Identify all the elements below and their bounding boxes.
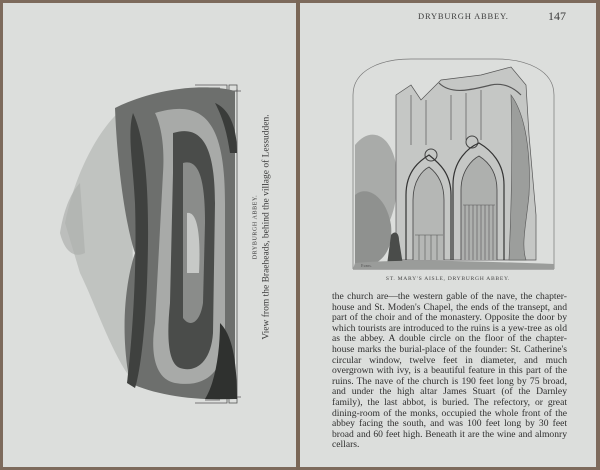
landscape-caption-title: DRYBURGH ABBEY. <box>252 194 259 260</box>
plate-caption: ST. MARY'S AISLE, DRYBURGH ABBEY. <box>385 276 511 282</box>
left-page <box>3 3 296 467</box>
running-head-title: DRYBURGH ABBEY. <box>418 11 509 21</box>
body-paragraph: the church are—the western gable of the nave, the chapter-house and St. Moden's Chapel, the ends of the transept, and part of the choir and of the monastery. Opposite the door by which tourists are introduced to the ruins is a yew-tree as old as the abbey. A double circle on the floor of the chapter-house marks the burial-place of the founder: St. Catherine's circular window, twelve feet in diameter, and much overgrown with ivy, is a beautiful feature in this part of the ruins. The nave of the church is 190 feet long by 75 broad, and under the high altar James Stuart (of the Darnley family), the last abbot, is buried. The refectory, or great dining-room of the monks, occupied the whole front of the abbey facing the south, and was 100 feet long by 30 feet broad and 60 feet high. Beneath it are the wine and almonry cellars. <box>332 291 567 451</box>
abbey-engraving-image <box>351 55 556 273</box>
body-text <box>332 292 567 451</box>
right-page <box>300 3 596 467</box>
engraver-signature: Evans. <box>361 263 372 268</box>
landscape-engraving-image <box>55 83 242 405</box>
landscape-caption-subtitle: View from the Braeheads, behind the village of Lessudden. <box>261 114 272 340</box>
page-number: 147 <box>548 9 566 23</box>
running-head <box>300 11 596 25</box>
landscape-caption <box>247 97 277 357</box>
